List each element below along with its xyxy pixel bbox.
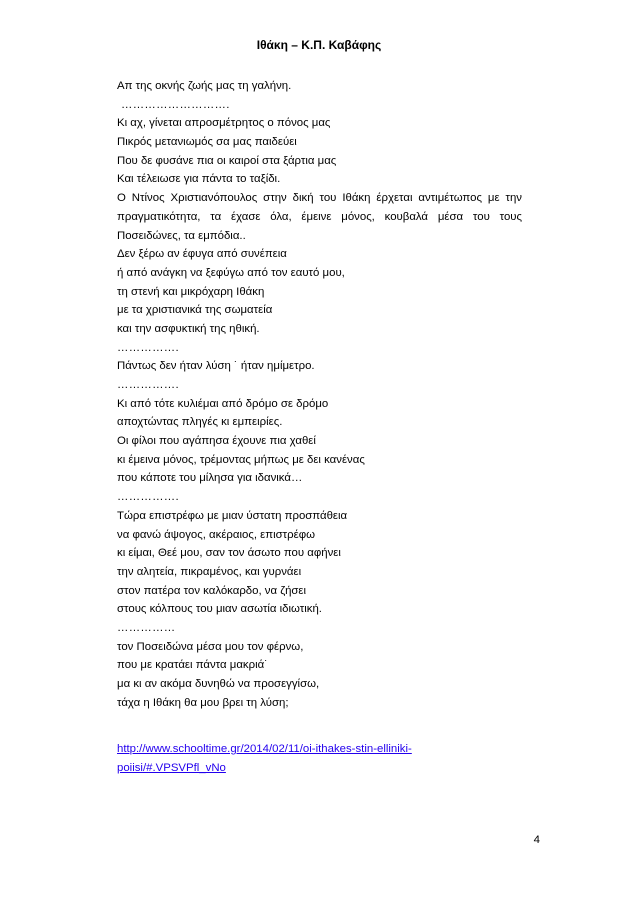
page-number: 4 [533, 834, 540, 846]
poem-line: που με κρατάει πάντα μακριά˙ [117, 659, 268, 672]
poem-line: Κι από τότε κυλιέμαι από δρόμο σε δρόμο [117, 397, 329, 410]
poem-line: κι έμεινα μόνος, τρέμοντας μήπως με δει κανένας [117, 453, 365, 466]
poem-line: ή από ανάγκη να ξεφύγω από τον εαυτό μου, [117, 266, 345, 279]
poem-line: κι είμαι, Θεέ μου, σαν τον άσωτο που αφήνει [117, 547, 341, 560]
poem-line: Και τέλειωσε για πάντα το ταξίδι. [117, 173, 281, 186]
ellipsis-line: ……………. [117, 341, 179, 354]
poem-line: την αλητεία, πικραμένος, και γυρνάει [117, 565, 302, 578]
poem-line: Πικρός μετανιωμός σα μας παιδεύει [117, 136, 297, 149]
poem-line: Δεν ξέρω αν έφυγα από συνέπεια [117, 248, 287, 261]
poem-line: Τώρα επιστρέφω με μιαν ύστατη προσπάθεια [117, 509, 348, 522]
ellipsis-line: ……………. [117, 491, 179, 504]
poem-line: Πάντως δεν ήταν λύση ˙ ήταν ημίμετρο. [117, 360, 315, 373]
poem-line: τάχα η Ιθάκη θα μου βρει τη λύση; [117, 696, 289, 709]
document-body [117, 77, 522, 712]
page-header-title: Ιθάκη – Κ.Π. Καβάφης [256, 38, 382, 52]
poem-line: με τα χριστιανικά της σωματεία [117, 304, 273, 317]
ellipsis-line: ……………. [117, 379, 179, 392]
poem-line: Που δε φυσάνε πια οι καιροί στα ξάρτια μας [117, 154, 337, 167]
poem-line: Κι αχ, γίνεται απροσμέτρητος ο πόνος μας [117, 117, 331, 130]
source-link-line-1[interactable]: http://www.schooltime.gr/2014/02/11/oi-ithakes-stin-elliniki- [117, 743, 412, 755]
poem-line: στον πατέρα τον καλόκαρδο, να ζήσει [117, 584, 307, 597]
poem-line: τον Ποσειδώνα μέσα μου τον φέρνω, [117, 640, 304, 653]
ellipsis-line: …………… [117, 621, 176, 634]
commentary-line-1: Ο Ντίνος Χριστιανόπουλος στην δική του Ιθάκη έρχεται αντιμέτωπος με την [117, 192, 522, 205]
poem-line: και την ασφυκτική της ηθική. [117, 322, 260, 335]
poem-line: Απ της οκνής ζωής μας τη γαλήνη. [117, 80, 292, 92]
poem-line: τη στενή και μικρόχαρη Ιθάκη [117, 285, 265, 298]
source-link-block [117, 740, 522, 778]
source-link-line-2[interactable]: poiisi/#.VPSVPfl_vNo [117, 762, 226, 774]
commentary-line-3: Ποσειδώνες, τα εμπόδια.. [117, 229, 246, 242]
poem-line: αποχτώντας πληγές κι εμπειρίες. [117, 416, 283, 429]
poem-line: Οι φίλοι που αγάπησα έχουνε πια χαθεί [117, 435, 316, 448]
poem-line: στους κόλπους του μιαν ασωτία ιδιωτική. [117, 603, 322, 616]
commentary-line-2: πραγματικότητα, τα έχασε όλα, έμεινε μόνος, κουβαλά μέσα του τους [117, 210, 522, 223]
poem-line: που κάποτε του μίλησα για ιδανικά… [117, 472, 303, 485]
poem-line: να φανώ άψογος, ακέραιος, επιστρέφω [117, 528, 316, 541]
ellipsis-line: ………………………. [121, 98, 230, 111]
poem-line: μα κι αν ακόμα δυνηθώ να προσεγγίσω, [117, 678, 320, 691]
